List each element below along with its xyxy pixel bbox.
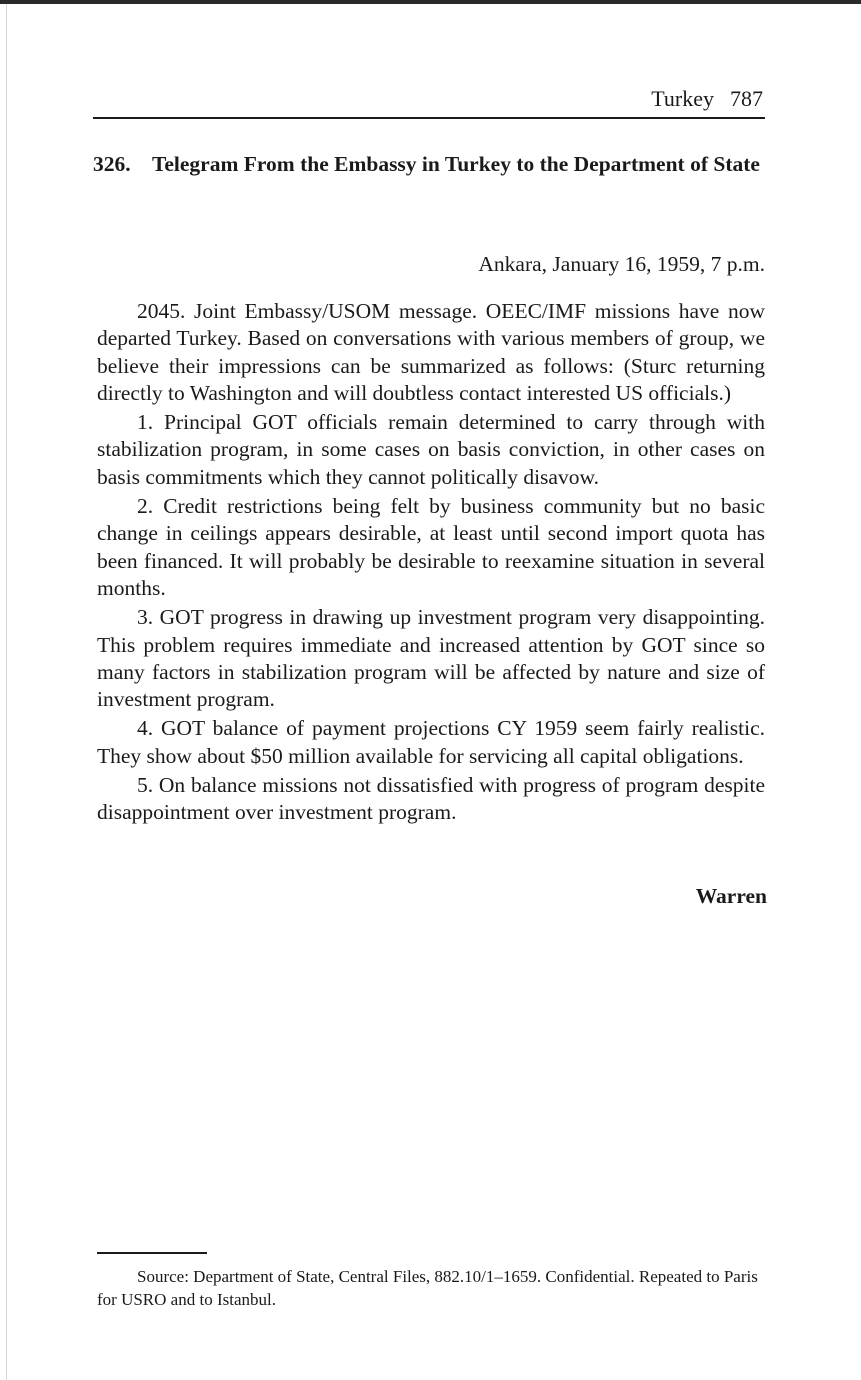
page-left-edge	[6, 4, 7, 1380]
telegram-paragraph-4: 4. GOT balance of payment projections CY 1959 seem fairly realistic. They show about $50 million available for servicing all capital obligations.	[97, 716, 765, 768]
document-title: Telegram From the Embassy in Turkey to the Department of State	[152, 152, 760, 176]
running-head-rule	[93, 117, 765, 119]
telegram-paragraph-1: 1. Principal GOT officials remain determined to carry through with stabilization program, in some cases on basis conviction, in other cases on basis commitments which they cannot politically disavow.	[97, 410, 765, 489]
source-footnote: Source: Department of State, Central Files, 882.10/1–1659. Confidential. Repeated to Paris for USRO and to Istanbul.	[97, 1267, 758, 1309]
document-heading	[93, 150, 773, 178]
running-head-section: Turkey	[651, 86, 714, 111]
telegram-paragraph-5: 5. On balance missions not dissatisfied with progress of program despite disappointment over investment program.	[97, 773, 765, 825]
document-number: 326.	[93, 152, 131, 176]
signature: Warren	[695, 884, 767, 908]
dateline: Ankara, January 16, 1959, 7 p.m.	[478, 252, 765, 276]
page-number: 787	[730, 86, 763, 111]
telegram-body	[97, 298, 765, 827]
running-head	[93, 85, 763, 113]
footnote-rule	[97, 1252, 207, 1254]
telegram-paragraph-3: 3. GOT progress in drawing up investment program very disappointing. This problem requires immediate and increased attention by GOT since so many factors in stabilization program will be affected by nature and size of investment program.	[97, 605, 765, 712]
page-top-border	[0, 0, 861, 4]
telegram-paragraph-2: 2. Credit restrictions being felt by business community but no basic change in ceilings appears desirable, at least until second import quota has been financed. It will probably be desirable to reexamine situation in several months.	[97, 494, 765, 600]
telegram-paragraph-intro: 2045. Joint Embassy/USOM message. OEEC/IMF missions have now departed Turkey. Based on conversations with various members of group, we believe their impressions can be summarized as follows: (Sturc returning directly to Washington and will doubtless contact interested US officials.)	[97, 299, 765, 405]
